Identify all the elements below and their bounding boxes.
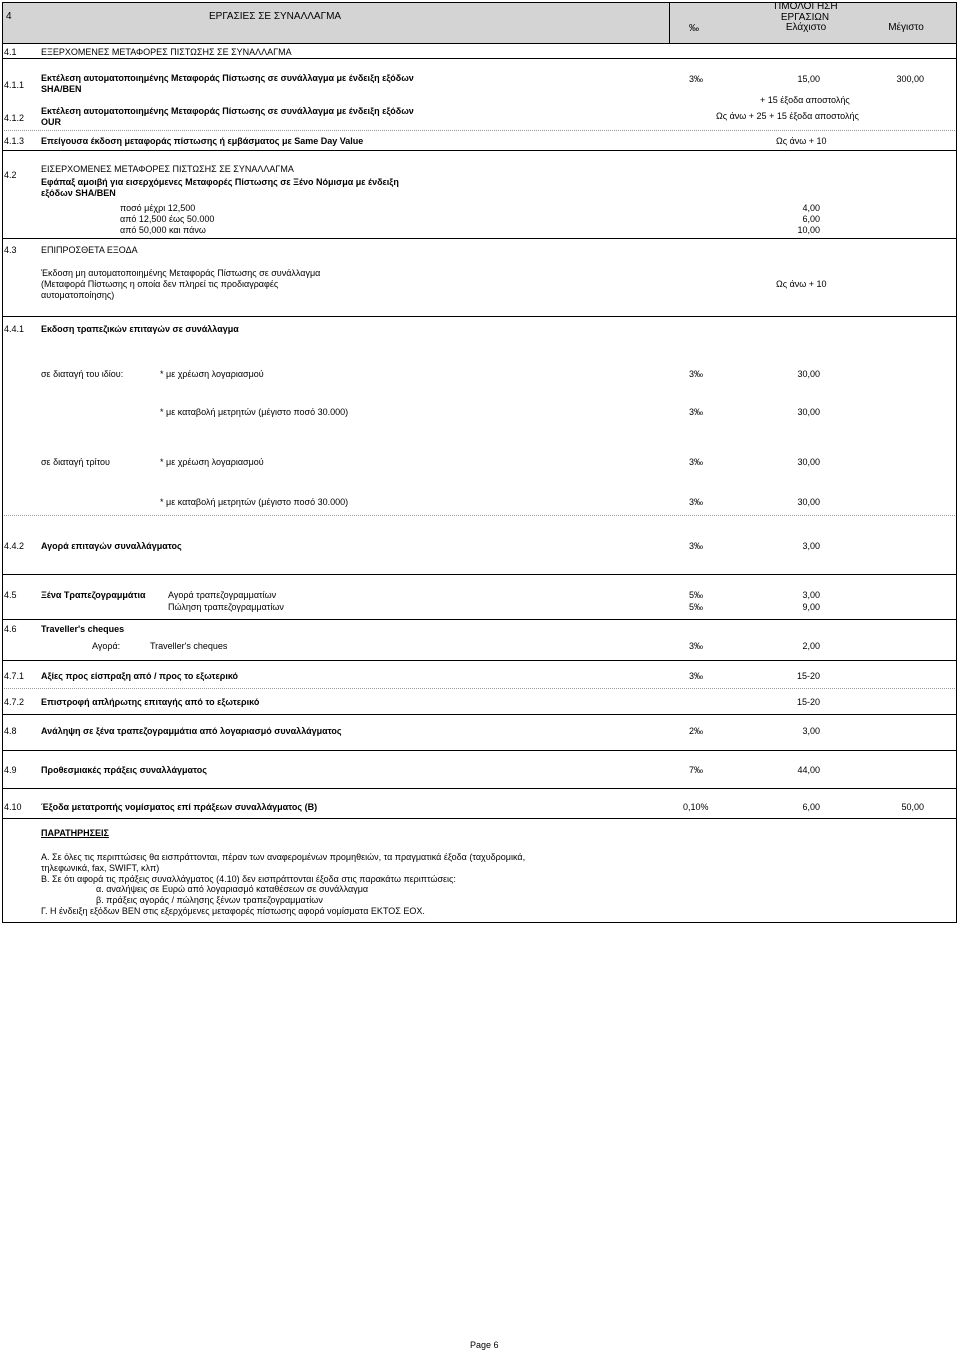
note-b-alpha: α. αναλήψεις σε Ευρώ από λογαριασμό καταθέσεων σε συνάλλαγμα (96, 884, 369, 894)
tier-label: από 12,500 έως 50.000 (120, 214, 215, 224)
section-4-7-1-min: 15-20 (796, 671, 820, 681)
section-4-6-title: Traveller's cheques (41, 624, 125, 634)
cheque-row-min: 30,00 (797, 457, 820, 467)
section-4-10-min: 6,00 (802, 802, 820, 812)
section-4-7-2-title: Επιστροφή απλήρωτης επιταγής από το εξωτερικό (41, 697, 260, 707)
cheque-row-rate: 3‰ (689, 457, 704, 467)
row-4-1-1-text-line1: Εκτέλεση αυτοματοποιημένης Μεταφοράς Πίστωσης σε συνάλλαγμα με ένδειξη εξόδων (41, 73, 414, 83)
row-4-1-1-text-line2: SHA/BEN (41, 84, 82, 94)
row-4-1-3-fee: Ως άνω + 10 (776, 136, 827, 146)
divider (2, 922, 957, 923)
travellers-min: 2,00 (802, 641, 820, 651)
section-4-8-title: Ανάληψη σε ξένα τραπεζογραμμάτια από λογαριασμό συναλλάγματος (41, 726, 342, 736)
section-4-2-number: 4.2 (4, 170, 17, 180)
section-4-4-1-title: Εκδοση τραπεζικών επιταγών σε συνάλλαγμα (41, 324, 239, 334)
section-4-4-2-title: Αγορά επιταγών συναλλάγματος (41, 541, 182, 551)
divider (2, 818, 957, 819)
section-4-7-1-title: Αξίες προς είσπραξη από / προς το εξωτερικό (41, 671, 239, 681)
dotted-divider (2, 130, 957, 131)
banknotes-sell-rate: 5‰ (689, 602, 704, 612)
pricing-title-line1: ΤΙΜΟΛΟΓΗΣΗ (772, 1, 838, 12)
cheque-row-desc: * με χρέωση λογαριασμού (160, 369, 264, 379)
travellers-desc: Traveller's cheques (150, 641, 228, 651)
notes-title: ΠΑΡΑΤΗΡΗΣΕΙΣ (41, 828, 109, 838)
section-4-2-sub-line1: Εφάπαξ αμοιβή για εισερχόμενες Μεταφορές Πίστωσης σε Ξένο Νόμισμα με ένδειξη (41, 177, 399, 187)
row-4-1-1-max: 300,00 (896, 74, 924, 84)
note-a-line2: τηλεφωνικά, fax, SWIFT, κλπ) (41, 863, 160, 873)
section-4-3-fee: Ως άνω + 10 (776, 279, 827, 289)
pricing-title-line2: ΕΡΓΑΣΙΩΝ (780, 12, 830, 23)
section-4-7-1-rate: 3‰ (689, 671, 704, 681)
pricing-title (760, 1, 850, 23)
banknotes-sell-label: Πώληση τραπεζογραμματίων (168, 602, 284, 612)
own-order-label: σε διαταγή του ιδίου: (41, 369, 124, 379)
cheque-row-desc: * με καταβολή μετρητών (μέγιστο ποσό 30.000) (160, 497, 349, 507)
cheque-row-desc: * με καταβολή μετρητών (μέγιστο ποσό 30.000) (160, 407, 349, 417)
table-right-border (956, 2, 957, 922)
row-4-1-3-text: Επείγουσα έκδοση μεταφοράς πίστωσης ή εμβάσματος με Same Day Value (41, 136, 364, 146)
max-column-header (876, 22, 936, 33)
section-4-8-number: 4.8 (4, 726, 17, 736)
note-b-beta: β. πράξεις αγοράς / πώλησης ξένων τραπεζογραμματίων (96, 895, 323, 905)
divider (2, 316, 957, 317)
dotted-divider (2, 688, 957, 689)
section-4-9-number: 4.9 (4, 765, 17, 775)
dotted-divider (2, 515, 957, 516)
page-number: Page 6 (470, 1340, 499, 1350)
travellers-rate: 3‰ (689, 641, 704, 651)
section-title: ΕΡΓΑΣΙΕΣ ΣΕ ΣΥΝΑΛΛΑΓΜΑ (209, 11, 342, 22)
section-4-5-number: 4.5 (4, 590, 17, 600)
row-4-1-2-fee-line1: + 15 έξοδα αποστολής (760, 95, 850, 105)
section-4-10-max: 50,00 (901, 802, 924, 812)
section-4-3-title: ΕΠΙΠΡΟΣΘΕΤΑ ΕΞΟΔΑ (41, 245, 138, 255)
third-party-label: σε διαταγή τρίτου (41, 457, 110, 467)
tier-fee: 10,00 (797, 225, 820, 235)
section-4-1-title: ΕΞΕΡΧΟΜΕΝΕΣ ΜΕΤΑΦΟΡΕΣ ΠΙΣΤΩΣΗΣ ΣΕ ΣΥΝΑΛΛΑΓΜΑ (41, 47, 292, 57)
divider (2, 788, 957, 789)
banknotes-sell-min: 9,00 (802, 602, 820, 612)
permille-column-header: ‰ (689, 23, 699, 34)
note-b: Β. Σε ότι αφορά τις πράξεις συναλλάγματος (4.10) δεν εισπράττονται έξοδα στις παρακάτω περιπτώσεις: (41, 874, 456, 884)
section-4-9-title: Προθεσμιακές πράξεις συναλλάγματος (41, 765, 207, 775)
divider (2, 238, 957, 239)
travellers-buy-label: Αγορά: (92, 641, 121, 651)
section-4-10-title: Έξοδα μετατροπής νομίσματος επί πράξεων συναλλάγματος (Β) (41, 802, 318, 812)
section-4-6-number: 4.6 (4, 624, 17, 634)
row-4-1-1-min: 15,00 (797, 74, 820, 84)
section-4-9-min: 44,00 (797, 765, 820, 775)
section-4-5-title: Ξένα Τραπεζογραμμάτια (41, 590, 146, 600)
divider (2, 714, 957, 715)
row-4-1-1-number: 4.1.1 (4, 80, 25, 90)
table-left-border (2, 2, 3, 922)
section-4-7-2-number: 4.7.2 (4, 697, 25, 707)
section-4-4-2-rate: 3‰ (689, 541, 704, 551)
banknotes-buy-label: Αγορά τραπεζογραμματίων (168, 590, 277, 600)
section-4-3-line2: (Μεταφορά Πίστωσης η οποία δεν πληρεί τις προδιαγραφές (41, 279, 279, 289)
divider (2, 574, 957, 575)
section-number: 4 (6, 11, 12, 22)
section-4-4-2-number: 4.4.2 (4, 541, 25, 551)
tier-label: ποσό μέχρι 12,500 (120, 203, 196, 213)
min-column-header (776, 22, 836, 33)
section-4-10-rate: 0,10% (683, 802, 709, 812)
section-4-4-1-number: 4.4.1 (4, 324, 25, 334)
banknotes-buy-rate: 5‰ (689, 590, 704, 600)
section-4-2-sub-line2: εξόδων SHA/BEN (41, 188, 116, 198)
max-column-label: Μέγιστο (888, 22, 924, 33)
divider (2, 58, 957, 59)
note-c: Γ. Η ένδειξη εξόδων ΒΕΝ στις εξερχόμενες μεταφορές πίστωσης αφορά νομίσματα ΕΚΤΟΣ ΕΟΧ. (41, 906, 425, 916)
cheque-row-rate: 3‰ (689, 497, 704, 507)
tier-fee: 6,00 (802, 214, 820, 224)
cheque-row-min: 30,00 (797, 497, 820, 507)
row-4-1-2-text-line1: Εκτέλεση αυτοματοποιημένης Μεταφοράς Πίστωσης σε συνάλλαγμα με ένδειξη εξόδων (41, 106, 414, 116)
row-4-1-2-number: 4.1.2 (4, 113, 25, 123)
section-4-3-line3: αυτοματοποίησης) (41, 290, 115, 300)
divider (2, 660, 957, 661)
section-4-3-line1: Έκδοση μη αυτοματοποιημένης Μεταφοράς Πίστωσης σε συνάλλαγμα (41, 268, 321, 278)
section-4-8-rate: 2‰ (689, 726, 704, 736)
cheque-row-desc: * με χρέωση λογαριασμού (160, 457, 264, 467)
banknotes-buy-min: 3,00 (802, 590, 820, 600)
cheque-row-min: 30,00 (797, 407, 820, 417)
tier-fee: 4,00 (802, 203, 820, 213)
cheque-row-min: 30,00 (797, 369, 820, 379)
row-4-1-2-fee-line2: Ως άνω + 25 + 15 έξοδα αποστολής (716, 111, 859, 121)
divider (2, 150, 957, 151)
header-divider (669, 2, 670, 44)
divider (2, 750, 957, 751)
cheque-row-rate: 3‰ (689, 407, 704, 417)
row-4-1-2-text-line2: OUR (41, 117, 61, 127)
section-4-7-1-number: 4.7.1 (4, 671, 25, 681)
section-4-7-2-min: 15-20 (796, 697, 820, 707)
note-a-line1: Α. Σε όλες τις περιπτώσεις θα εισπράττονται, πέραν των αναφερομένων προμηθειών, τα πραγματικά έξοδα (ταχυδρομικά, (41, 852, 526, 862)
section-4-8-min: 3,00 (802, 726, 820, 736)
row-4-1-3-number: 4.1.3 (4, 136, 25, 146)
cheque-row-rate: 3‰ (689, 369, 704, 379)
row-4-1-1-rate: 3‰ (689, 74, 704, 84)
section-4-4-2-min: 3,00 (802, 541, 820, 551)
section-4-2-title: ΕΙΣΕΡΧΟΜΕΝΕΣ ΜΕΤΑΦΟΡΕΣ ΠΙΣΤΩΣΗΣ ΣΕ ΣΥΝΑΛΛΑΓΜΑ (41, 164, 294, 174)
section-4-1-number: 4.1 (4, 47, 17, 57)
section-4-10-number: 4.10 (4, 802, 22, 812)
section-4-9-rate: 7‰ (689, 765, 704, 775)
section-4-3-number: 4.3 (4, 245, 17, 255)
min-column-label: Ελάχιστο (785, 22, 827, 33)
tier-label: από 50,000 και πάνω (120, 225, 206, 235)
divider (2, 619, 957, 620)
